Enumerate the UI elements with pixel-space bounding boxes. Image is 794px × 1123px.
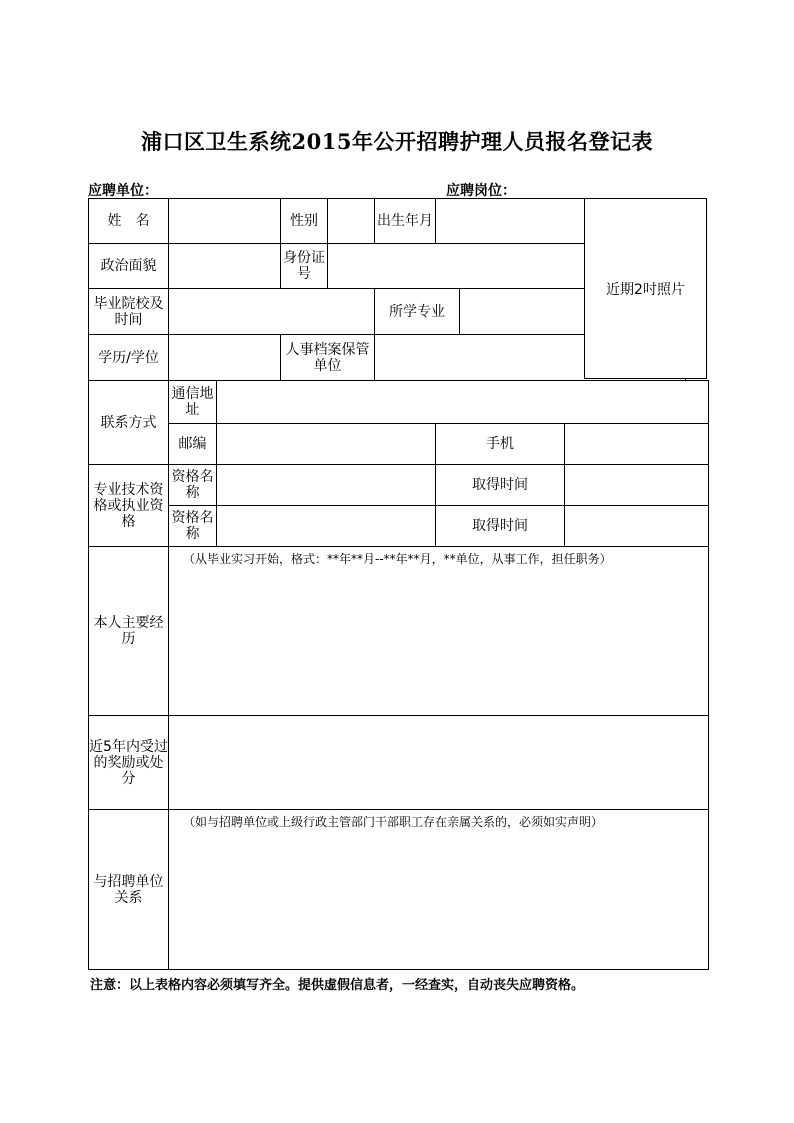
photo-box[interactable] [584,198,707,379]
qualification-label: 专业技术资格或执业资格 [89,465,169,547]
awards-field[interactable] [169,716,709,810]
apply-post-label: 应聘岗位： [446,183,516,199]
education-field[interactable] [169,335,281,381]
qualification-name-label-1: 资格名称 [169,465,217,506]
photo-label: 近期2吋照片 [606,281,685,298]
relation-hint: （如与招聘单位或上级行政主管部门干部职工存在亲属关系的，必须如实声明） [183,815,604,829]
birth-label: 出生年月 [375,199,436,244]
form-title: 浦口区卫生系统2015年公开招聘护理人员报名登记表 [141,129,653,154]
gender-field[interactable] [328,199,375,244]
apply-unit-label: 应聘单位： [88,183,158,199]
postcode-field[interactable] [217,424,436,465]
political-status-label: 政治面貌 [89,244,169,289]
name-field[interactable] [169,199,281,244]
relation-label: 与招聘单位关系 [89,810,169,970]
obtain-time-label-2: 取得时间 [436,506,565,547]
obtain-time-field-1[interactable] [565,465,709,506]
education-label: 学历/学位 [89,335,169,381]
archive-unit-label: 人事档案保管单位 [281,335,375,381]
mobile-label: 手机 [436,424,565,465]
obtain-time-label-1: 取得时间 [436,465,565,506]
major-label: 所学专业 [375,289,460,335]
experience-field[interactable] [169,547,709,716]
qualification-name-label-2: 资格名称 [169,506,217,547]
qualification-name-field-1[interactable] [217,465,436,506]
qualification-name-field-2[interactable] [217,506,436,547]
gender-label: 性别 [281,199,328,244]
school-label: 毕业院校及时间 [89,289,169,335]
address-label: 通信地址 [169,381,217,424]
footer-note: 注意：以上表格内容必须填写齐全。提供虚假信息者，一经查实，自动丧失应聘资格。 [90,978,585,993]
awards-label: 近5年内受过的奖励或处分 [89,716,169,810]
contact-label: 联系方式 [89,381,169,465]
postcode-label: 邮编 [169,424,217,465]
mobile-field[interactable] [565,424,709,465]
id-card-label: 身份证号 [281,244,328,289]
school-field[interactable] [169,289,375,335]
experience-hint: （从毕业实习开始，格式：**年**月--**年**月，**单位，从事工作，担任职务） [183,552,612,566]
political-status-field[interactable] [169,244,281,289]
relation-field[interactable] [169,810,709,970]
obtain-time-field-2[interactable] [565,506,709,547]
address-field[interactable] [217,381,709,424]
experience-label: 本人主要经历 [89,547,169,716]
name-label: 姓 名 [89,199,169,244]
